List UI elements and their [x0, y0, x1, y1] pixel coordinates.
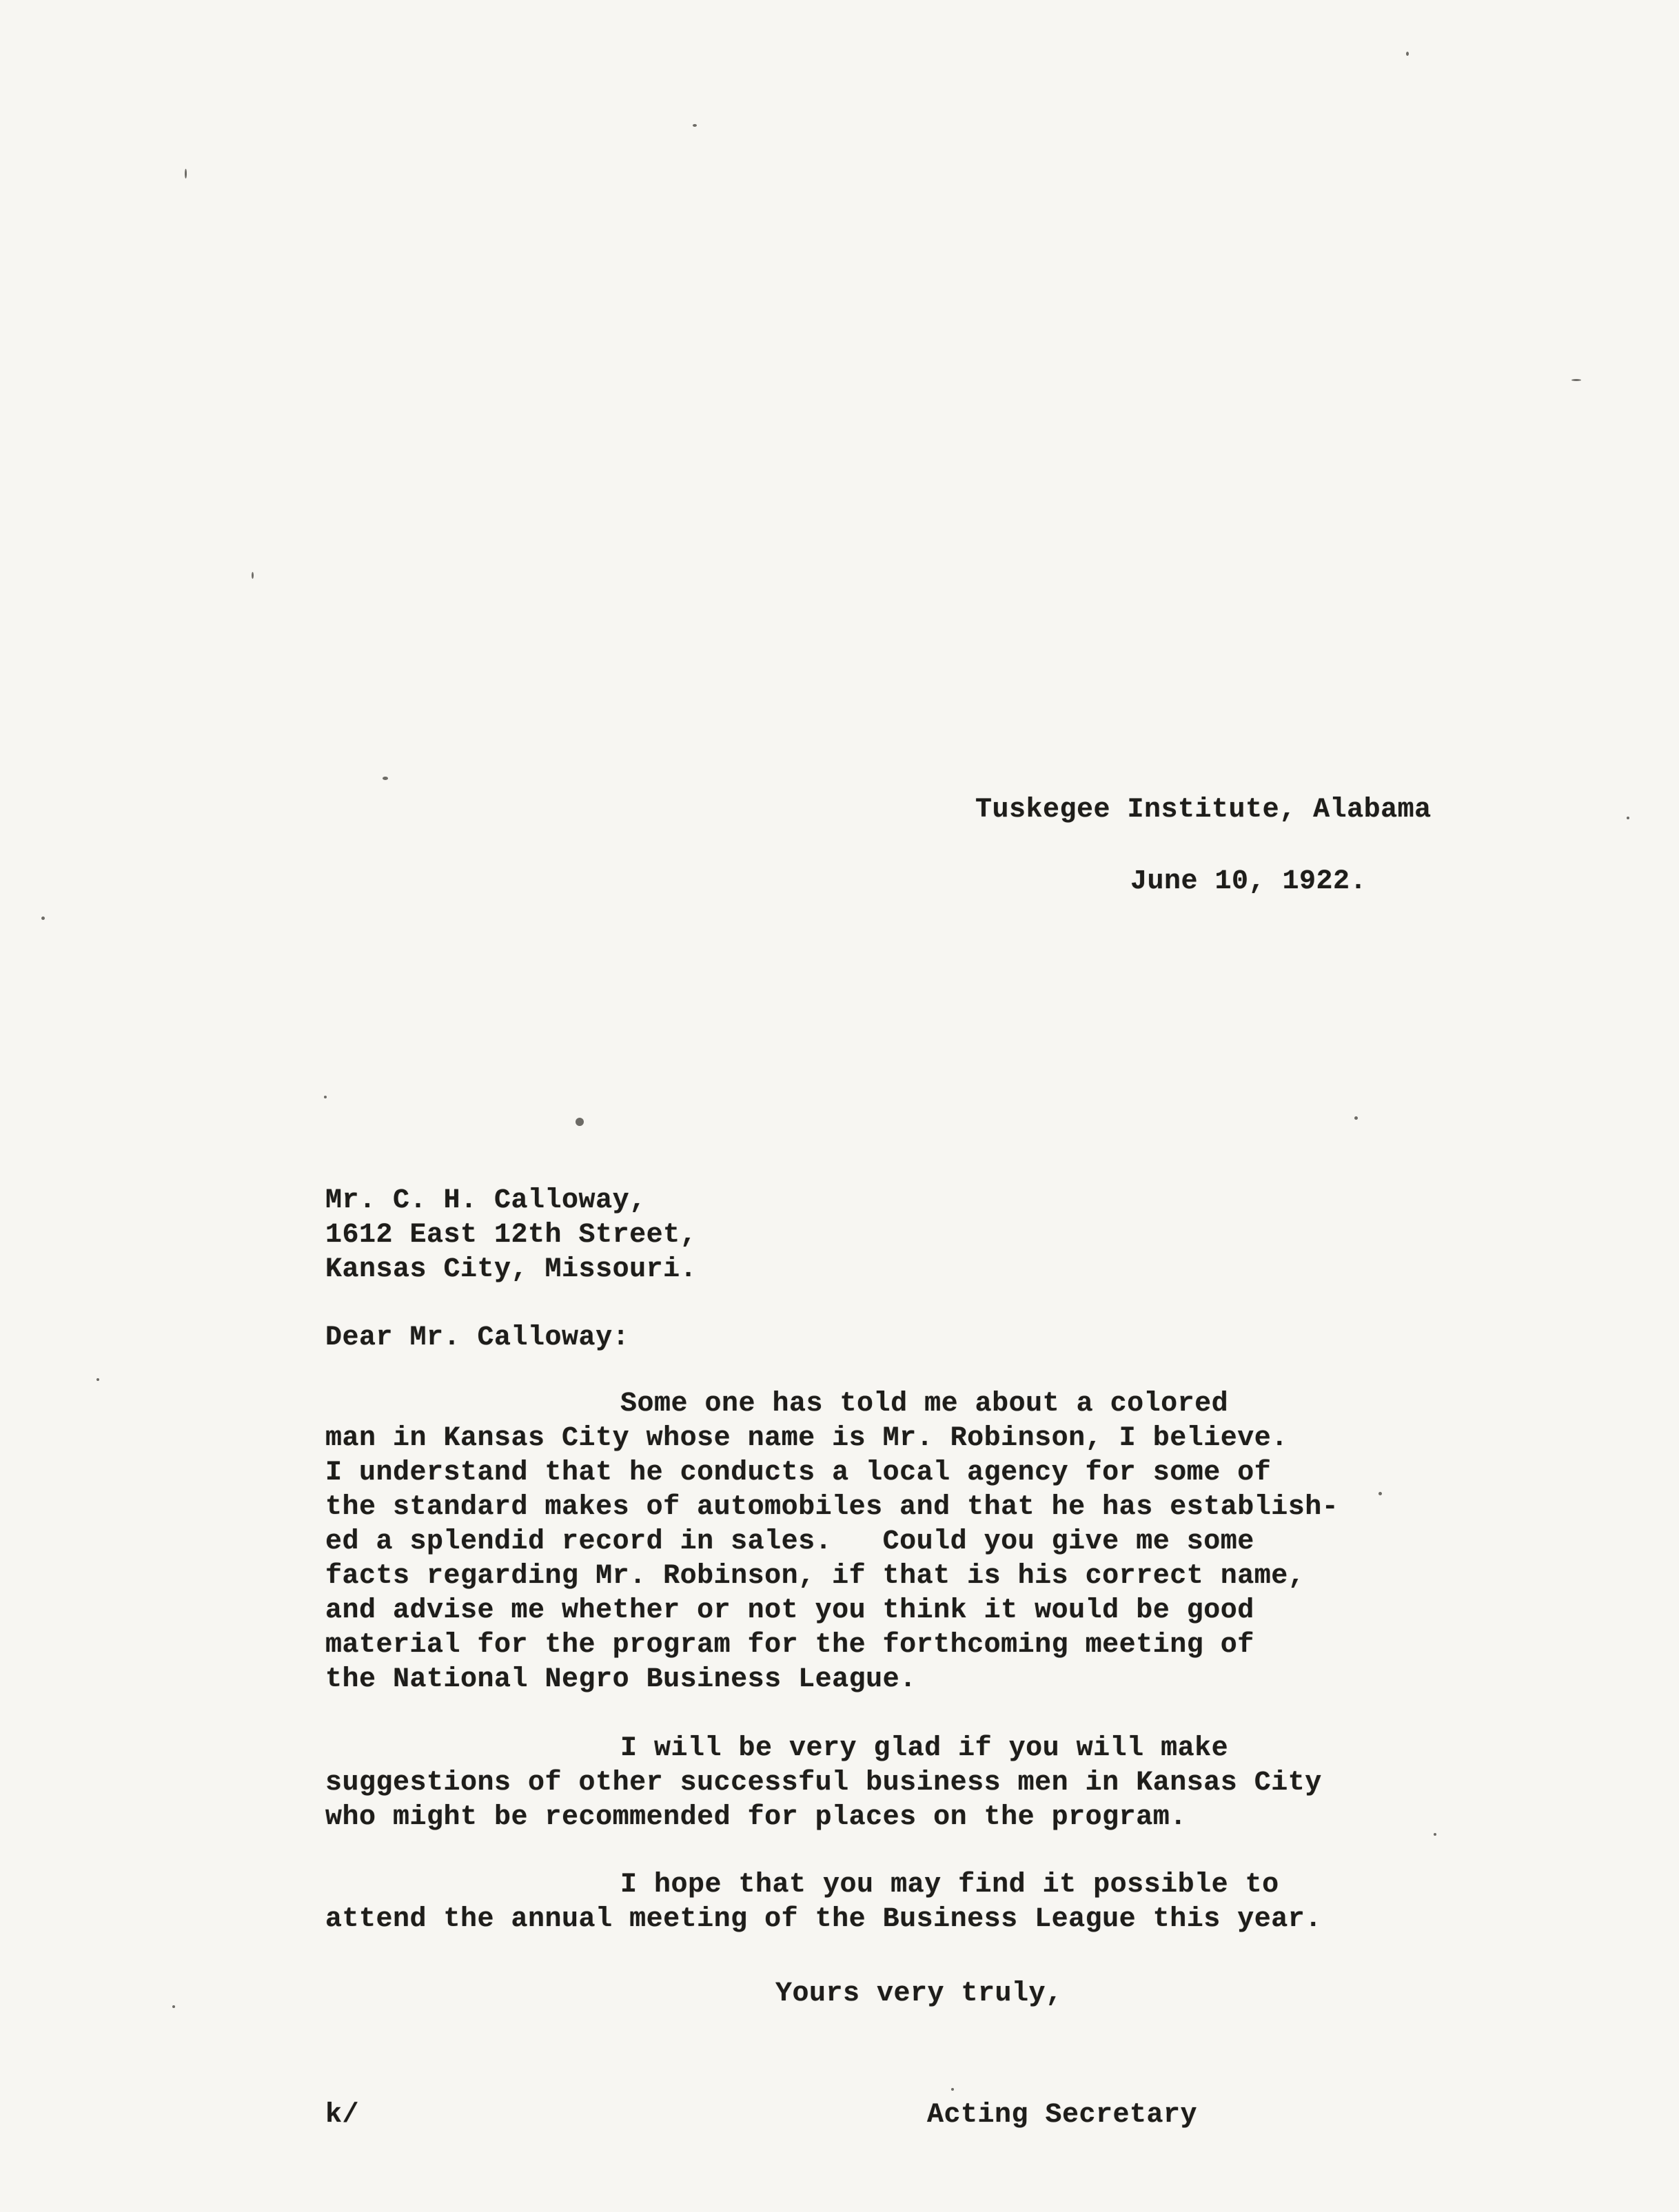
- body-line: the National Negro Business League.: [325, 1664, 917, 1695]
- body-line: who might be recommended for places on the program.: [325, 1802, 1187, 1833]
- paper-speck: [1434, 1833, 1436, 1836]
- paper-speck: [1378, 1492, 1382, 1495]
- paper-speck: [576, 1118, 584, 1126]
- signature-title: Acting Secretary: [927, 2100, 1198, 2131]
- body-line: and advise me whether or not you think it would be good: [325, 1595, 1254, 1626]
- body-line: man in Kansas City whose name is Mr. Robinson, I believe.: [325, 1423, 1288, 1454]
- reference-initials: k/: [325, 2100, 360, 2131]
- closing: Yours very truly,: [775, 1978, 1063, 2009]
- letterhead-place: Tuskegee Institute, Alabama: [975, 795, 1432, 826]
- body-line: material for the program for the forthcoming meeting of: [325, 1630, 1254, 1661]
- recipient-street: 1612 East 12th Street,: [325, 1220, 698, 1251]
- paper-speck: [951, 2088, 954, 2091]
- paper-speck: [1571, 379, 1581, 381]
- recipient-name: Mr. C. H. Calloway,: [325, 1185, 647, 1216]
- body-line: I will be very glad if you will make: [620, 1733, 1229, 1764]
- body-line: facts regarding Mr. Robinson, if that is his correct name,: [325, 1561, 1305, 1592]
- body-line: I hope that you may find it possible to: [620, 1870, 1279, 1901]
- body-line: attend the annual meeting of the Business League this year.: [325, 1904, 1322, 1935]
- paper-speck: [172, 2005, 175, 2008]
- body-line: I understand that he conducts a local agency for some of: [325, 1457, 1272, 1488]
- paper-speck: [96, 1378, 99, 1381]
- paper-speck: [185, 169, 187, 178]
- paper-speck: [1406, 52, 1409, 56]
- paper-speck: [41, 916, 45, 920]
- letter-date: June 10, 1922.: [1130, 866, 1367, 897]
- paper-speck: [693, 124, 697, 127]
- body-line: the standard makes of automobiles and that he has establish-: [325, 1492, 1339, 1523]
- body-line: ed a splendid record in sales. Could you give me some: [325, 1526, 1254, 1557]
- paper-speck: [252, 572, 254, 579]
- paper-speck: [383, 777, 388, 780]
- paper-speck: [324, 1096, 327, 1098]
- paper-speck: [1627, 817, 1629, 819]
- body-line: Some one has told me about a colored: [620, 1389, 1229, 1420]
- salutation: Dear Mr. Calloway:: [325, 1322, 630, 1353]
- recipient-city: Kansas City, Missouri.: [325, 1254, 698, 1285]
- paper-speck: [1354, 1116, 1358, 1120]
- body-line: suggestions of other successful business men in Kansas City: [325, 1768, 1322, 1799]
